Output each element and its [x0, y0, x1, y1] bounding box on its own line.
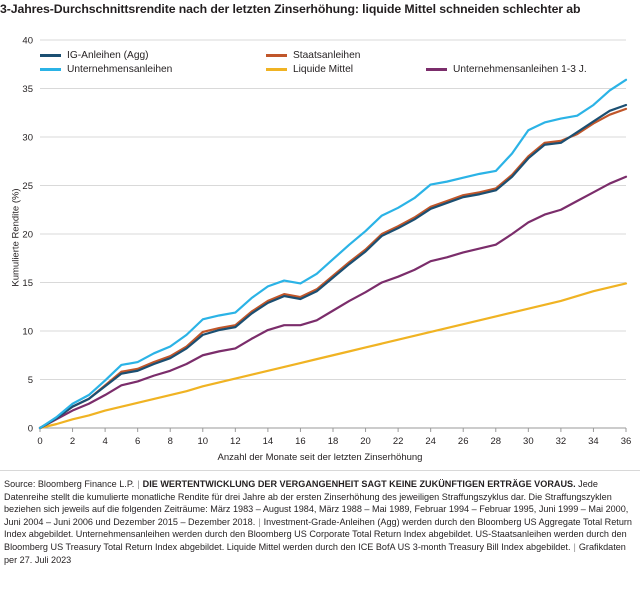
x-tick-label: 36 — [620, 436, 632, 447]
legend-swatch-unternehmensanleihen-1-3 — [426, 68, 447, 71]
x-tick-label: 22 — [392, 436, 404, 447]
y-tick-label: 30 — [22, 132, 33, 144]
legend-label-liquide-mittel: Liquide Mittel — [293, 64, 354, 75]
footer-sep-2: | — [258, 516, 261, 527]
legend-item-unternehmensanleihen-1-3 — [426, 64, 630, 75]
legend-item-unternehmensanleihen — [40, 64, 266, 75]
page-title: 3-Jahres-Durchschnittsrendite nach der letzten Zinserhöhung: liquide Mittel schneiden schlechter ab — [0, 2, 581, 16]
y-tick-label: 35 — [22, 84, 33, 95]
series-line — [40, 283, 626, 428]
series-line — [40, 109, 626, 428]
legend-swatch-ig-anleihen — [40, 54, 61, 57]
y-tick-label: 0 — [27, 423, 33, 435]
footer-note2: Investment-Grade-Anleihen (Agg) werden durch den Bloomberg US Aggregate Total Return Index abgebildet. Unternehmensanleihen werden durch den Bloomberg US Corporate Total Return Index abgebildet. US-Staatsanleihen werden durch den Bloomberg US Treasury Total Return Index abgebildet. Liquide Mittel werden durch den ICE BofA US 3-month Treasury Bill Index abgebildet. — [4, 516, 632, 552]
legend-label-unternehmensanleihen-1-3: Unternehmensanleihen 1-3 J. — [453, 64, 587, 75]
x-tick-label: 8 — [167, 436, 173, 447]
y-tick-label: 5 — [27, 375, 33, 386]
footer-divider — [0, 470, 640, 471]
chart-plot-area — [0, 22, 640, 474]
chart-legend — [40, 50, 630, 78]
legend-label-ig-anleihen: IG-Anleihen (Agg) — [67, 50, 149, 61]
x-tick-label: 18 — [327, 436, 339, 447]
x-tick-label: 6 — [135, 436, 141, 447]
y-tick-label: 25 — [22, 181, 33, 192]
legend-label-staatsanleihen: Staatsanleihen — [293, 50, 361, 61]
series-line — [40, 80, 626, 428]
x-axis-label: Anzahl der Monate seit der letzten Zinserhöhung — [217, 452, 423, 463]
footer-disclaimer: DIE WERTENTWICKLUNG DER VERGANGENHEIT SAGT KEINE ZUKÜNFTIGEN ERTRÄGE VORAUS. — [142, 479, 576, 489]
x-tick-label: 26 — [457, 436, 469, 447]
x-tick-label: 2 — [69, 436, 76, 447]
x-tick-label: 28 — [490, 436, 502, 447]
chart-footer — [0, 478, 640, 566]
x-tick-label: 4 — [102, 436, 108, 447]
legend-item-liquide-mittel — [266, 64, 426, 75]
y-tick-label: 40 — [22, 35, 33, 47]
x-tick-label: 32 — [555, 436, 567, 447]
y-axis-label: Kumulierte Rendite (%) — [10, 188, 22, 287]
x-tick-label: 12 — [230, 436, 241, 447]
x-tick-label: 0 — [37, 436, 43, 447]
x-tick-label: 14 — [262, 436, 274, 447]
footer-note3: Grafikdaten per 27. Juli 2023 — [4, 541, 626, 565]
x-tick-label: 24 — [425, 436, 436, 447]
legend-label-unternehmensanleihen: Unternehmensanleihen — [67, 64, 173, 75]
series-line — [40, 177, 626, 428]
y-tick-label: 20 — [22, 229, 33, 241]
line-chart-svg — [0, 22, 640, 474]
x-tick-label: 10 — [197, 436, 209, 447]
x-tick-label: 30 — [523, 436, 534, 447]
footer-source: Source: Bloomberg Finance L.P. — [4, 479, 135, 489]
legend-item-staatsanleihen — [266, 50, 426, 61]
legend-swatch-liquide-mittel — [266, 68, 287, 71]
y-tick-label: 10 — [22, 326, 33, 338]
footer-sep-3: | — [573, 541, 576, 552]
footer-note1: Jede Datenreihe stellt die kumulierte monatliche Rendite für drei Jahre ab der ersten Zinserhöhung des jeweiligen Straffungszyklus dar. Die Straffungszyklen beziehen sich jeweils auf die folgenden Zeiträume: März 1983 – August 1984, März 1988 – Mai 1989, Februar 1994 – Februar 1995, Juni 1999 – Mai 2000, Juni 2004 – Juni 2006 und Dezember 2015 – Dezember 2018. — [4, 479, 629, 527]
legend-item-ig-anleihen — [40, 50, 266, 61]
y-tick-label: 15 — [22, 278, 33, 289]
footer-sep-1: | — [137, 479, 140, 489]
x-tick-label: 20 — [360, 436, 371, 447]
legend-swatch-staatsanleihen — [266, 54, 287, 57]
x-tick-label: 16 — [295, 436, 306, 447]
legend-swatch-unternehmensanleihen — [40, 68, 61, 71]
legend-row-2 — [40, 64, 630, 75]
x-tick-label: 34 — [588, 436, 599, 447]
legend-row-1 — [40, 50, 630, 61]
